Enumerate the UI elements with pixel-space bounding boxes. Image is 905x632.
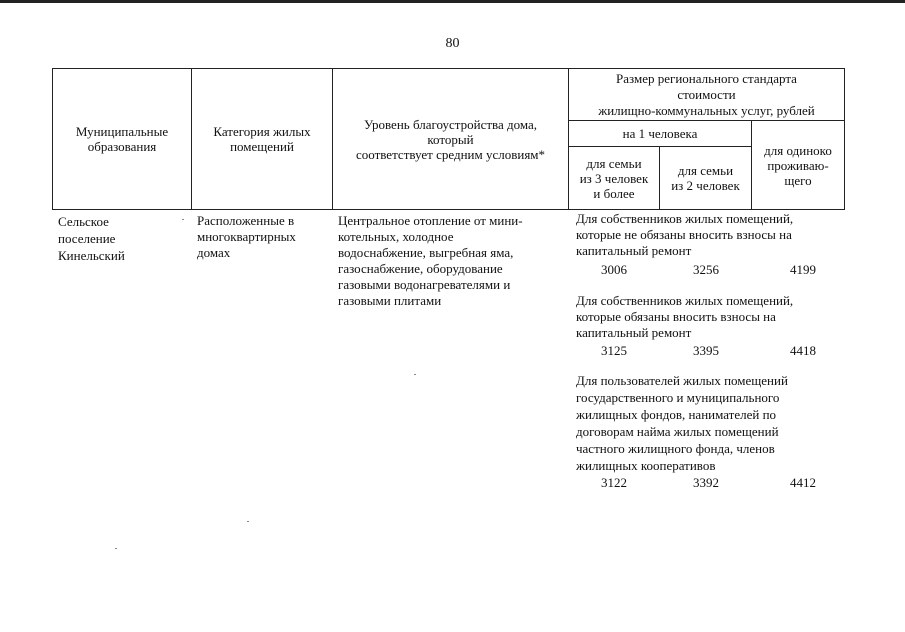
header-amenities-line: Уровень благоустройства дома, xyxy=(363,116,538,132)
price-single: 4418 xyxy=(790,343,816,358)
row-amenities-line: газоснабжение, оборудование xyxy=(338,261,503,276)
option-title-line: жилищных фондов, нанимателей по xyxy=(576,407,777,422)
header-standard-line: Размер регионального стандарта xyxy=(616,70,797,86)
option-title-line: государственного и муниципального xyxy=(576,390,780,405)
header-single-line: щего xyxy=(784,172,812,188)
option-title-line: капитальный ремонт xyxy=(576,243,692,258)
page-number: 80 xyxy=(445,36,460,51)
option-title-line: жилищных кооперативов xyxy=(576,458,716,473)
option-title-line: Для пользователей жилых помещений xyxy=(576,373,788,388)
option-title xyxy=(576,372,844,474)
header-single-line: проживаю- xyxy=(767,157,829,173)
header-amenities-line: который xyxy=(427,131,474,147)
option-title-line: Для собственников жилых помещений, xyxy=(576,293,794,308)
row-amenities-line: газовыми водонагревателями и xyxy=(338,277,511,292)
header-family2-line: для семьи xyxy=(677,163,734,178)
row-amenities-line: газовыми плитами xyxy=(338,293,442,308)
row-amenities-line: водоснабжение, выгребная яма, xyxy=(338,245,514,260)
row-municipality-line: Кинельский xyxy=(58,248,125,263)
header-standard-line: стоимости xyxy=(677,86,736,102)
price-family3: 3125 xyxy=(601,343,627,358)
row-municipality xyxy=(58,213,125,264)
header-single-line: для одиноко xyxy=(764,142,832,158)
option-title xyxy=(576,211,844,259)
header-family3-line: из 3 человек xyxy=(579,170,649,186)
row-municipality-line: поселение xyxy=(58,231,116,246)
row-category-line: домах xyxy=(197,245,231,260)
price-family3: 3122 xyxy=(601,475,627,490)
header-single xyxy=(751,120,845,210)
option-title-line: частного жилищного фонда, членов xyxy=(576,441,775,456)
scan-speck xyxy=(115,548,117,549)
option-title-line: договорам найма жилых помещений xyxy=(576,424,779,439)
header-category xyxy=(191,68,333,210)
price-family2: 3392 xyxy=(693,475,719,490)
option-title-line: которые не обязаны вносить взносы на xyxy=(576,227,792,242)
option-title-line: которые обязаны вносить взносы на xyxy=(576,309,776,324)
scan-speck xyxy=(182,219,184,220)
price-single: 4199 xyxy=(790,262,816,277)
row-category xyxy=(197,213,296,261)
header-standard-line: жилищно-коммунальных услуг, рублей xyxy=(598,102,815,118)
price-single: 4412 xyxy=(790,475,816,490)
header-municipality-line: Муниципальные xyxy=(75,124,169,139)
scan-speck xyxy=(247,521,249,522)
price-family3: 3006 xyxy=(601,262,627,277)
row-municipality-line: Сельское xyxy=(58,214,109,229)
option-title-line: Для собственников жилых помещений, xyxy=(576,211,794,226)
header-category-line: Категория жилых xyxy=(213,124,311,139)
header-standard xyxy=(568,68,845,121)
row-amenities xyxy=(338,213,523,309)
row-amenities-line: котельных, холодное xyxy=(338,229,454,244)
option-title xyxy=(576,293,844,341)
header-family2 xyxy=(659,146,752,210)
option-title-line: капитальный ремонт xyxy=(576,325,692,340)
price-family2: 3256 xyxy=(693,262,719,277)
header-municipality-line: образования xyxy=(87,139,157,154)
header-family2-line: из 2 человек xyxy=(671,178,740,193)
header-municipality xyxy=(52,68,192,210)
header-family3-line: для семьи xyxy=(586,155,642,171)
header-per-person xyxy=(568,120,752,147)
header-family3 xyxy=(568,146,660,210)
top-scan-edge xyxy=(0,0,905,3)
price-family2: 3395 xyxy=(693,343,719,358)
header-amenities xyxy=(332,68,569,210)
header-amenities-line: соответствует средним условиям* xyxy=(355,146,546,162)
header-family3-line: и более xyxy=(593,185,635,201)
scan-speck xyxy=(414,374,416,375)
header-category-line: помещений xyxy=(230,139,294,154)
row-category-line: Расположенные в xyxy=(197,213,295,228)
row-category-line: многоквартирных xyxy=(197,229,296,244)
row-amenities-line: Центральное отопление от мини- xyxy=(338,213,523,228)
header-per-person-label: на 1 человека xyxy=(622,126,698,141)
